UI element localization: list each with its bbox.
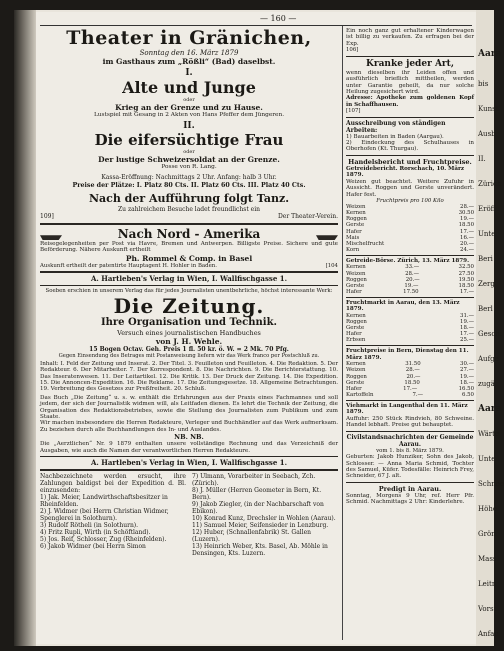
cell: 31.— bbox=[460, 312, 474, 319]
table-row bbox=[346, 337, 474, 343]
predigt-title: Predigt in Aarau. bbox=[378, 484, 442, 493]
cell: 16.50 bbox=[458, 385, 474, 392]
cell: 7.— bbox=[412, 391, 423, 398]
edge-text: II. bbox=[478, 155, 486, 163]
edge-text: Ausb bbox=[478, 130, 496, 138]
cell: Kernen bbox=[346, 210, 366, 217]
bern-title: Fruchtpreise in Bern, Dienstag den 11. März 1879. bbox=[346, 348, 469, 361]
cell: Weizen bbox=[346, 270, 366, 277]
divider bbox=[346, 297, 474, 298]
divider bbox=[346, 117, 474, 118]
cell: 18.— bbox=[460, 325, 474, 332]
vieh-text: Auffuhr: 250 Stück Rindvieh, 80 Schweine. Handel lebhaft. Preise gut behauptet. bbox=[346, 415, 474, 429]
zeitung-publisher2: A. Hartleben's Verlag in Wien, I. Wallfischgasse 1. bbox=[90, 458, 288, 468]
cell: 27.— bbox=[460, 367, 474, 374]
dance-line: Nach der Aufführung folgt Tanz. bbox=[88, 192, 290, 205]
cell: Gerste bbox=[346, 325, 365, 332]
table-row bbox=[346, 289, 474, 295]
cell: 17.— bbox=[403, 385, 418, 392]
cell: 20.— bbox=[406, 373, 421, 380]
top-ad-text: Ein noch ganz gut erhaltener Kinderwagen ist billig zu verkaufen. Zu erfragen bei der Exp. bbox=[346, 28, 474, 47]
cell: 20.— bbox=[460, 240, 474, 247]
play-one-note: Lustspiel mit Gesang in 2 Akten von Hans Pfeffer dem Jüngeren. bbox=[93, 112, 285, 118]
handel-title: Handelsbericht und Fruchtpreise. bbox=[348, 157, 472, 166]
theater-ad bbox=[40, 28, 338, 221]
edge-text: Kunst bbox=[478, 105, 499, 113]
list-item: 9) Jakob Ziegler, (in der Nachbarschaft von Ebikon). bbox=[192, 501, 324, 516]
edge-text: Grön bbox=[478, 530, 496, 538]
ship-icon bbox=[40, 228, 62, 240]
zeitung-subtitle2: Versuch eines journalistischen Handbuches bbox=[117, 328, 261, 337]
list-item: 8) J. Müller (Herren Geometer in Bern, Kt. Bern). bbox=[192, 487, 322, 502]
amerika-title: Nach Nord - Amerika bbox=[117, 227, 261, 241]
civil-title: Civilstandsnachrichten der Gemeinde Aarau. bbox=[346, 433, 474, 448]
cell: 18.50 bbox=[458, 282, 474, 289]
getreide-text: Weizen gut beachtet. Weitere Zufuhr in Aussicht. Roggen und Gerste unverändert. Hafer fest. bbox=[346, 178, 474, 198]
cell: 24.— bbox=[460, 246, 474, 253]
edge-text: Eröff bbox=[478, 205, 496, 213]
amerika-ref: [104 bbox=[325, 262, 338, 269]
play-two-subtitle: Der lustige Schweizersoldat an der Grenze. bbox=[98, 155, 280, 164]
cell: Kartoffeln bbox=[346, 391, 374, 398]
play-one-subtitle: Krieg an der Grenze und zu Hause. bbox=[115, 103, 263, 112]
list-intro: Nachbezeichnete werden ersucht, ihre Zahlungen baldigst bei der Expedition d. Bl. einzusenden: bbox=[40, 473, 186, 495]
edge-text: zugä bbox=[478, 380, 495, 388]
table-row bbox=[346, 392, 474, 398]
play-two-note: Posse von R. Lang. bbox=[161, 164, 217, 170]
cell: Roggen bbox=[346, 276, 367, 283]
aarau-table bbox=[346, 313, 474, 343]
invite-line: Zu zahlreichem Besuche ladet freundlichst ein bbox=[118, 206, 260, 213]
ausstellung-title: Ausschreibung von ständigen Arbeiten: bbox=[346, 119, 446, 134]
cell: 30.50 bbox=[458, 210, 474, 217]
cell: Roggen bbox=[346, 216, 367, 223]
list-item: 13) Heinrich Weber, Kts. Basel, Ab. Möhle in Densingen, Kts. Luzern. bbox=[192, 543, 328, 558]
ship-icon bbox=[316, 228, 338, 240]
price-table bbox=[346, 198, 474, 253]
divider bbox=[346, 482, 474, 483]
cell: Roggen bbox=[346, 373, 367, 380]
divider bbox=[40, 223, 338, 225]
column-separator bbox=[342, 26, 343, 640]
cell: Gerste bbox=[346, 379, 365, 386]
divider bbox=[40, 456, 338, 457]
cell: Kernen bbox=[346, 361, 366, 368]
left-column bbox=[40, 28, 338, 557]
prices-line: Preise der Plätze: I. Platz 80 Cts. II. Platz 60 Cts. III. Platz 40 Cts. bbox=[72, 182, 306, 189]
divider bbox=[346, 155, 474, 156]
civil-text: Geburten: Jakob Hunziker, Sohn des Jakob, Schlosser. — Anna Maria Schmid, Tochter des Samuel, Küfer. Todesfälle: Heinrich Frey, Schneider, 67 J. alt. bbox=[346, 454, 474, 480]
bern-table bbox=[346, 361, 474, 398]
amerika-agent: Ph. Rommel & Comp. in Basel bbox=[125, 253, 253, 263]
edge-text: Wärte bbox=[478, 430, 500, 438]
edge-text: Unte bbox=[478, 455, 496, 463]
list-item: 6) Jakob Widmer (bei Herrn Simon bbox=[40, 543, 146, 551]
edge-text: Zürich bbox=[478, 180, 502, 188]
cell: 19.— bbox=[460, 216, 474, 223]
cell: 19.— bbox=[460, 373, 474, 380]
cell: 18.50 bbox=[404, 379, 420, 386]
zeitung-title: Die Zeitung. bbox=[113, 293, 265, 318]
edge-text: Vorst bbox=[478, 605, 497, 613]
cell: 32.50 bbox=[458, 264, 474, 271]
header-rule bbox=[40, 25, 472, 26]
cell: Korn bbox=[346, 246, 360, 253]
zeitung-subtitle: Ihre Organisation und Technik. bbox=[100, 316, 278, 328]
newspaper-page bbox=[36, 12, 476, 644]
edge-text: bis bbox=[478, 80, 489, 88]
ausstellung-item: 1) Bauarbeiten in Baden (Aargau). bbox=[346, 133, 444, 140]
cell: Hafer bbox=[346, 385, 362, 392]
theater-ref: 109] bbox=[40, 213, 54, 220]
list-item: 2) J. Widmer (bei Herrn Christian Widmer, Spenglerei in Solothurn). bbox=[40, 508, 169, 523]
list-item: 7) Ulmann, Vorarbeiter in Seebach, Zch. (Zürich). bbox=[192, 473, 316, 488]
edge-text: Mass bbox=[478, 555, 497, 563]
zurich-table bbox=[346, 264, 474, 294]
list-item: 11) Samuel Meier, Seifensieder in Lenzburg. bbox=[192, 522, 329, 530]
price-table-head: Fruchtpreis pro 100 Kilo bbox=[376, 198, 444, 205]
cell: 19.— bbox=[460, 319, 474, 325]
list-item: 3) Rudolf Rötheli (in Solothurn). bbox=[40, 522, 139, 530]
edge-text: Schnee bbox=[478, 480, 504, 488]
cell: 17.— bbox=[460, 331, 474, 338]
kranke-text: wenn dieselben ihr Leiden offen und ausführlich brieflich mittheilen, werden unter Garantie geheilt, da nur solche Heilung zugesichert wird. bbox=[346, 69, 474, 95]
divider bbox=[346, 56, 474, 57]
cell: Hafer bbox=[346, 288, 362, 295]
cell: 28.— bbox=[405, 270, 420, 277]
zurich-title: Getreide-Börse. Zürich, 13. März 1879. bbox=[346, 257, 470, 264]
zeitung-intro: Soeben erschien in unserem Verlag das für jedes Journalisten unentbehrliche, höchst interessante Werk: bbox=[45, 288, 333, 295]
part-two-number: II. bbox=[183, 121, 195, 131]
play-one-oder: oder bbox=[183, 97, 195, 103]
edge-text: Aufge bbox=[478, 355, 499, 363]
edge-text: Unte bbox=[478, 230, 496, 238]
divider bbox=[346, 345, 474, 346]
list-item: 4) Fritz Rupli, Wirth (in Schöftland). bbox=[40, 529, 151, 537]
cell: Hafer bbox=[346, 228, 362, 235]
part-one-number: I. bbox=[185, 68, 193, 78]
cell: Roggen bbox=[346, 319, 367, 325]
page-number: — 160 — bbox=[260, 14, 297, 23]
cell: 28.— bbox=[405, 367, 420, 374]
edge-text: Anfan bbox=[478, 630, 499, 638]
list-item: 10) Konrad Kunz, Drechsler in Wohlen (Aarau). bbox=[192, 515, 336, 523]
cell: Hafer bbox=[346, 331, 362, 338]
top-ad-ref: 106] bbox=[346, 47, 359, 54]
zeitung-ad bbox=[40, 275, 338, 467]
cell: 18.— bbox=[460, 379, 474, 386]
cell: 19.50 bbox=[458, 276, 474, 283]
cell: 31.50 bbox=[405, 361, 421, 368]
zeitung-inhalt: Inhalt: I. Feld der Zeitung und Inserat. 2. Der Titel. 3. Feuilleton und Feuilleton. 4. Die Redaktion. 5. Der Redakteur. 6. Der Mitarbeiter. 7. Der Korrespondent. 8. Die Nachrichten. 9. Die Berichterstattung. 10. Das Inseratenwesen. 11. Der Leitartikel. 12. Die Kritik. 13. Der Druck der Zeitung. 14. Die Expedition. 15. Die Annoncen-Expedition. 16. Die Reklame. 17. Die Zeitungsgesetze. 18. Allgemeine Betrachtungen. 19. Verbreitung des Gesetzes zur Preßfreiheit. 20. Schluß. bbox=[40, 360, 338, 393]
play-two-oder: oder bbox=[183, 149, 195, 155]
zeitung-nb-text: Die „Aerztlichen“ Nr. 9 1879 enthalten unsere vollständige Rechnung und das Verzeichniß der Ausgaben, wie auch die Namen der verantwortlichen Herren Redakteure. bbox=[40, 441, 338, 454]
zeitung-price2: Gegen Einsendung des Betrages mit Postanweisung liefern wir das Werk franco per Postschluß zu. bbox=[58, 352, 320, 359]
theater-title: Theater in Gränichen, bbox=[66, 27, 312, 49]
aarau-title: Fruchtmarkt in Aarau, den 13. März 1879. bbox=[346, 299, 460, 313]
zeitung-publisher: A. Hartleben's Verlag in Wien, I. Wallfischgasse 1. bbox=[90, 274, 288, 284]
cell: 28.— bbox=[460, 204, 474, 211]
cell: 17.— bbox=[460, 288, 474, 295]
amerika-agent2: Auskunft ertheilt der patentirte Hauptagent H. Hohler in Baden. bbox=[40, 262, 217, 269]
right-column bbox=[346, 28, 474, 506]
divider bbox=[40, 271, 338, 273]
debtor-list bbox=[40, 473, 338, 557]
civil-subtitle: vom 1. bis 8. März 1879. bbox=[376, 447, 444, 454]
edge-text: Leitn bbox=[478, 580, 497, 588]
theater-venue: im Gasthaus zum „Rößli“ (Bad) daselbst. bbox=[102, 57, 276, 66]
cell: Kernen bbox=[346, 312, 366, 319]
list-item: 12) Huber, (Schnallenfabrik) St. Gallen (Luzern). bbox=[192, 529, 312, 544]
theater-signer: Der Theater-Verein. bbox=[278, 213, 338, 220]
edge-text: Berl bbox=[478, 305, 493, 313]
kranke-note: Adresse: Apotheke zum goldenen Kopf in Schaffhausen. bbox=[346, 95, 474, 108]
cell: 17.50 bbox=[403, 288, 419, 295]
cell: 19.— bbox=[404, 282, 419, 289]
cell: 6.50 bbox=[461, 391, 474, 398]
cell: Erbsen bbox=[346, 337, 366, 344]
zeitung-price: 15 Bogen Octav. Geh. Preis 1 fl. 50 kr. ö. W. = 2 Mk. 70 Pfg. bbox=[89, 345, 289, 353]
table-row bbox=[346, 247, 474, 253]
cell: Mais bbox=[346, 234, 360, 241]
cell: 18.50 bbox=[458, 222, 474, 229]
edge-text: Höhe bbox=[478, 505, 497, 513]
cell: 20.— bbox=[405, 276, 420, 283]
divider bbox=[346, 400, 474, 401]
kranke-title: Kranke jeder Art, bbox=[366, 58, 454, 69]
cell: Weizen bbox=[346, 204, 366, 211]
predigt-text: Sonntag, Morgens 9 Uhr, ref. Herr Pfr. Schmid. Nachmittags 2 Uhr: Kinderlehre. bbox=[346, 492, 474, 506]
adjacent-page-edge bbox=[476, 10, 504, 646]
cell: 25.— bbox=[460, 337, 474, 344]
list-item: 5) Jos. Reif, Schlosser, Zug (Rheinfelden). bbox=[40, 536, 167, 544]
divider bbox=[40, 285, 338, 286]
list-item: 1) Jak. Meier, Landwirthschaftsbesitzer in Rheinfelden. bbox=[40, 494, 168, 509]
cell: Mischelfrucht bbox=[346, 240, 385, 247]
vieh-title: Viehmarkt in Langenthal den 11. März 1879. bbox=[346, 402, 468, 416]
ausstellung-item: 2) Eindeckung des Schulhauses in Oberhofen (Kt. Thurgau). bbox=[346, 140, 474, 153]
zeitung-note: Wir machen insbesondere die Herren Redakteure, Verleger und Buchhändler auf das Werk aufmerksam. Zu beziehen durch alle Buchhandlungen des In- und Auslandes. bbox=[40, 420, 338, 433]
cell: 17.— bbox=[460, 228, 474, 235]
cell: Gerste bbox=[346, 282, 365, 289]
play-one-title: Alte und Junge bbox=[122, 78, 256, 97]
kranke-ref: [107] bbox=[346, 108, 361, 115]
cell: 27.50 bbox=[458, 270, 474, 277]
divider bbox=[40, 469, 338, 471]
edge-text: Aara bbox=[478, 404, 502, 414]
cell: Kernen bbox=[346, 264, 366, 271]
book-gutter bbox=[14, 10, 36, 646]
getreide-title: Getreidebericht. Rorschach, 10. März 1879. bbox=[346, 165, 465, 179]
edge-text: Aara bbox=[478, 49, 502, 59]
amerika-ad bbox=[40, 227, 338, 269]
zeitung-nb: NB. NB. bbox=[174, 433, 204, 442]
kassa-line: Kassa-Eröffnung: Nachmittags 2 Uhr. Anfang: halb 3 Uhr. bbox=[101, 174, 277, 181]
zeitung-author: von J. H. Wehle. bbox=[155, 336, 223, 346]
zeitung-body: Das Buch „Die Zeitung“ u. s. w. enthält die Erfahrungen aus der Praxis eines Fachmannes und soll jedem, der sich der Journalistik widmen will, als Leitfaden dienen. Es lehrt die Technik der Zeitung, die Organisation des Redaktionsbetriebes, sowie die Stellung des Journalisten zum Publikum und zum Staate. bbox=[40, 394, 338, 421]
cell: 16.— bbox=[460, 234, 474, 241]
edge-text: Geschi bbox=[478, 330, 502, 338]
cell: Weizen bbox=[346, 367, 366, 374]
amerika-text: Reisegelegenheiten per Post via Havre, Bremen und Antwerpen. Billigste Preise. Sichere und gute Beförderung. Nähere Auskunft ertheilt bbox=[40, 241, 338, 254]
divider bbox=[346, 255, 474, 256]
edge-text: Beri bbox=[478, 255, 493, 263]
cell: Gerste bbox=[346, 222, 365, 229]
cell: 33.— bbox=[405, 264, 420, 271]
theater-date: Sonntag den 16. März 1879 bbox=[139, 49, 239, 57]
cell: 30.— bbox=[460, 361, 474, 368]
play-two-title: Die eifersüchtige Frau bbox=[94, 131, 284, 149]
edge-text: Zerg bbox=[478, 280, 495, 288]
divider bbox=[346, 431, 474, 432]
